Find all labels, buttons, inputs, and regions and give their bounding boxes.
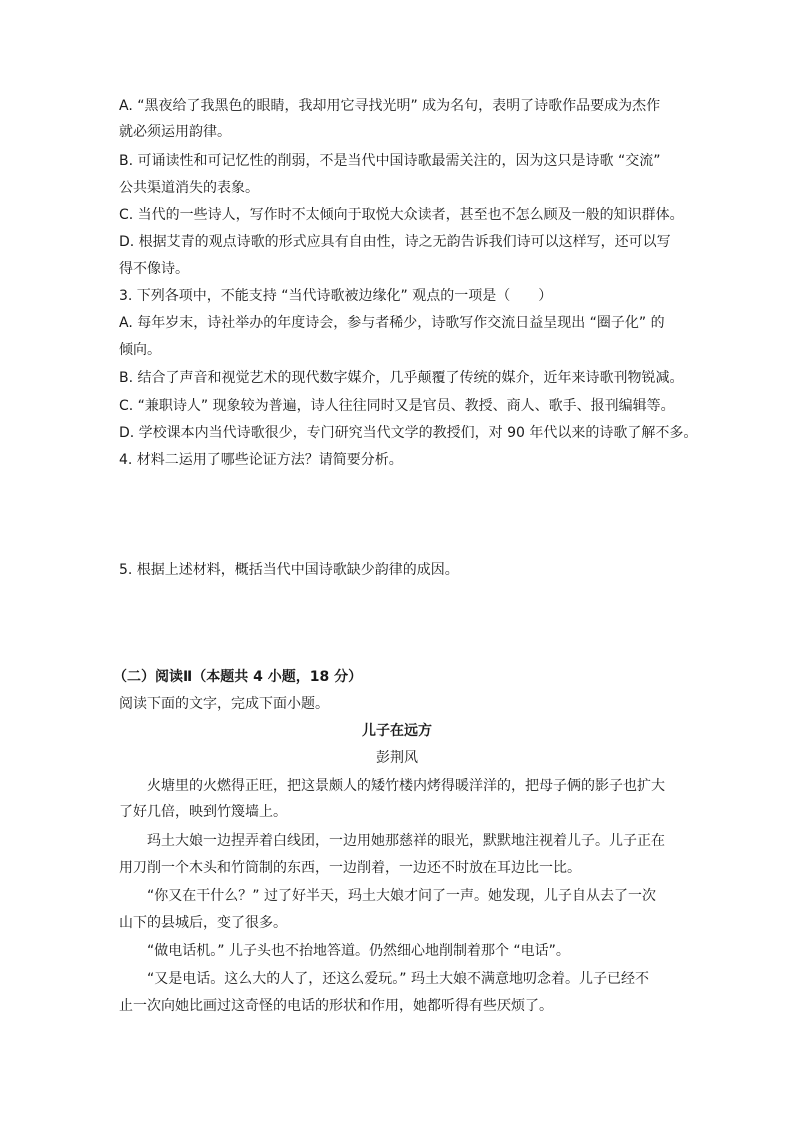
q3-option-b-line1: B. 结合了声音和视觉艺术的现代数字媒介，几乎颠覆了传统的媒介，近年来诗歌刊物锐减。 xyxy=(119,370,684,386)
story-author: 彭荆风 xyxy=(376,750,418,766)
paragraph-1-line1: 火塘里的火燃得正旺，把这景颇人的矮竹楼内烤得暖洋洋的，把母子俩的影子也扩大 xyxy=(147,778,665,794)
q2-option-b-line1: B. 可诵读性和可记忆性的削弱，不是当代中国诗歌最需关注的，因为这只是诗歌 “交流” xyxy=(119,153,661,169)
paragraph-2-line1: 玛土大娘一边捏弄着白线团，一边用她那慈祥的眼光，默默地注视着儿子。儿子正在 xyxy=(147,833,665,849)
q3-option-a-line1: A. 每年岁末，诗社举办的年度诗会，参与者稀少，诗歌写作交流日益呈现出 “圈子化” 的 xyxy=(119,315,665,331)
paragraph-5-line1: “又是电话。这么大的人了，还这么爱玩。” 玛土大娘不满意地叨念着。儿子已经不 xyxy=(147,971,649,987)
q5-stem: 5. 根据上述材料，概括当代中国诗歌缺少韵律的成因。 xyxy=(119,562,459,578)
q3-stem: 3. 下列各项中，不能支持 “当代诗歌被边缘化” 观点的一项是（ ） xyxy=(119,288,553,304)
story-title: 儿子在远方 xyxy=(362,723,432,739)
section-heading: （二）阅读Ⅱ（本题共 4 小题，18 分） xyxy=(113,669,363,685)
q2-option-a-line1: A. “黑夜给了我黑色的眼睛，我却用它寻找光明” 成为名句，表明了诗歌作品要成为杰作 xyxy=(119,98,661,114)
paragraph-1-line2: 了好几倍，映到竹篾墙上。 xyxy=(119,804,287,820)
q4-stem: 4. 材料二运用了哪些论证方法？请简要分析。 xyxy=(119,452,403,468)
q2-option-a-line2: 就必须运用韵律。 xyxy=(119,124,231,140)
q2-option-d-line2: 得不像诗。 xyxy=(119,261,189,277)
paragraph-5-line2: 止一次向她比画过这奇怪的电话的形状和作用，她都听得有些厌烦了。 xyxy=(119,998,553,1014)
q2-option-c-line1: C. 当代的一些诗人，写作时不太倾向于取悦大众读者，甚至也不怎么顾及一般的知识群体。 xyxy=(119,207,684,223)
q2-option-d-line1: D. 根据艾青的观点诗歌的形式应具有自由性，诗之无韵告诉我们诗可以这样写，还可以写 xyxy=(119,234,671,250)
q3-option-c-line1: C. “兼职诗人” 现象较为普遍，诗人往往同时又是官员、教授、商人、歌手、报刊编辑等。 xyxy=(119,398,675,414)
q2-option-b-line2: 公共渠道消失的表象。 xyxy=(119,180,259,196)
paragraph-2-line2: 用刀削一个木头和竹筒制的东西，一边削着，一边还不时放在耳边比一比。 xyxy=(119,860,581,876)
q3-option-d-line1: D. 学校课本内当代诗歌很少，专门研究当代文学的教授们，对 90 年代以来的诗歌了解不多。 xyxy=(119,425,698,441)
paragraph-4-line1: “做电话机。” 儿子头也不抬地答道。仍然细心地削制着那个 “电话”。 xyxy=(147,943,570,959)
paragraph-3-line2: 山下的县城后，变了很多。 xyxy=(119,915,287,931)
section-instruction: 阅读下面的文字，完成下面小题。 xyxy=(119,696,329,712)
q3-option-a-line2: 倾向。 xyxy=(119,342,161,358)
paragraph-3-line1: “你又在干什么？” 过了好半天，玛土大娘才问了一声。她发现，儿子自从去了一次 xyxy=(147,888,656,904)
